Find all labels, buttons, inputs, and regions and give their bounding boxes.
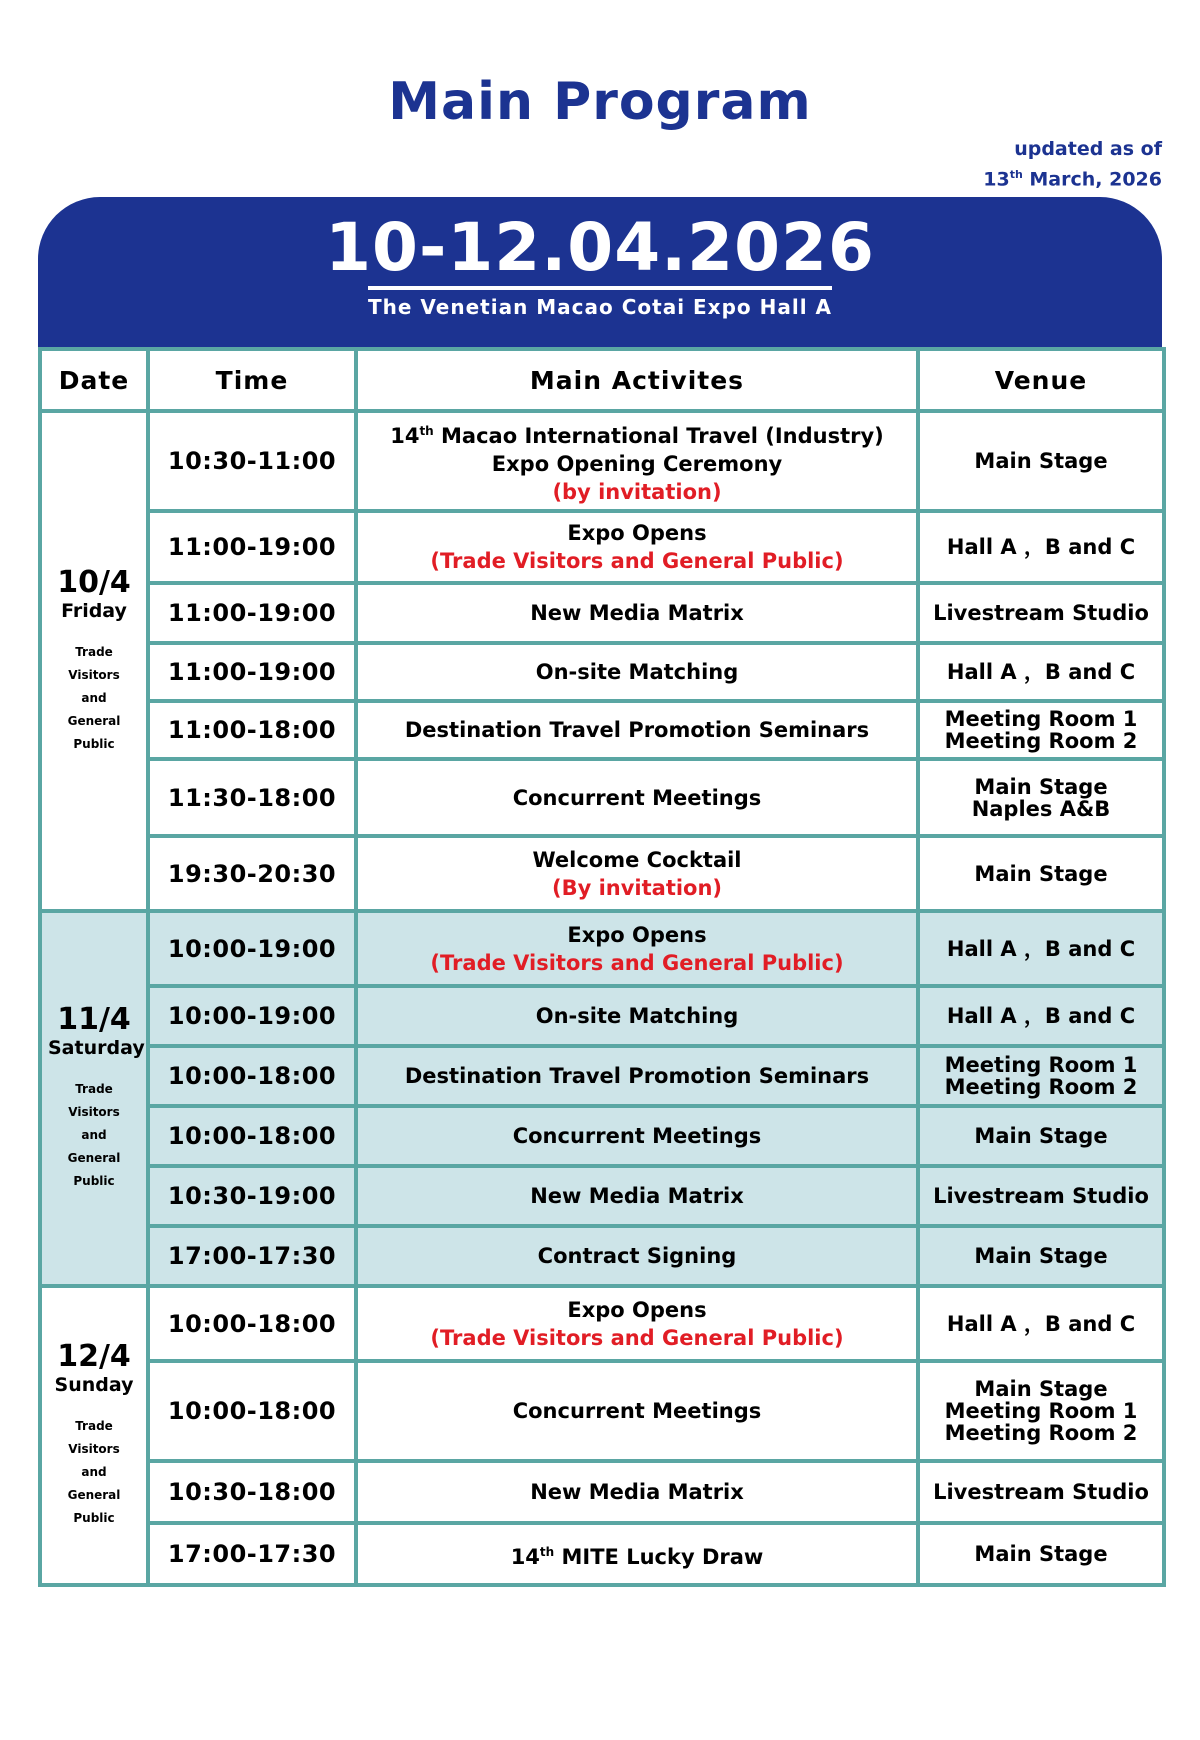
venue-cell: [918, 643, 1164, 701]
activity-line: [364, 921, 910, 949]
activity-cell: [356, 643, 918, 701]
activity-text: Concurrent Meetings: [512, 1124, 762, 1148]
activity-note: (Trade Visitors and General Public): [430, 1325, 844, 1350]
venue-cell: [918, 1461, 1164, 1523]
audience-line: and: [81, 1465, 107, 1479]
audience-line: and: [81, 1128, 107, 1142]
weekday: Saturday: [48, 1037, 145, 1059]
venue-line: Meeting Room 2: [944, 729, 1138, 753]
time-cell: 10:00-18:00: [148, 1046, 356, 1106]
activity-cell: [356, 986, 918, 1046]
activity-text: New Media Matrix: [530, 601, 744, 625]
table-row: [40, 511, 1164, 583]
activity-cell: [356, 911, 918, 986]
time-cell: 17:00-17:30: [148, 1226, 356, 1286]
activity-text: Expo Opens: [567, 922, 707, 947]
time-cell: 10:00-19:00: [148, 986, 356, 1046]
table-row: [40, 1523, 1164, 1585]
table-row: [40, 1286, 1164, 1361]
time-cell: 10:00-18:00: [148, 1286, 356, 1361]
table-row: [40, 701, 1164, 759]
activity-cell: [356, 1523, 918, 1585]
audience-line: General Public: [67, 713, 121, 751]
activity-line: [364, 716, 910, 744]
activity-cell: [356, 1046, 918, 1106]
venue-cell: [918, 759, 1164, 836]
time-cell: 11:00-19:00: [148, 511, 356, 583]
event-dates: 10-12.04.2026: [325, 209, 875, 286]
venue-cell: [918, 583, 1164, 643]
venue-line: Hall A ，B and C: [946, 1311, 1136, 1336]
time-cell: 11:30-18:00: [148, 759, 356, 836]
venue-line: Main Stage: [974, 861, 1108, 886]
time-cell: 10:00-18:00: [148, 1361, 356, 1461]
activity-text: MITE Lucky Draw: [554, 1544, 764, 1569]
table-header-row: [40, 349, 1164, 411]
time-cell: 11:00-19:00: [148, 583, 356, 643]
activity-line: [364, 519, 910, 547]
venue-line: Hall A ，B and C: [946, 936, 1136, 961]
table-row: [40, 911, 1164, 986]
audience-note: [48, 641, 140, 756]
activity-note: (by invitation): [552, 479, 722, 504]
audience-line: Trade Visitors: [68, 644, 120, 682]
activity-text: Expo Opens: [567, 521, 707, 545]
venue-line: Main Stage: [974, 1244, 1108, 1268]
audience-line: Trade Visitors: [68, 1082, 120, 1119]
audience-line: Trade Visitors: [68, 1419, 120, 1456]
activity-text: On-site Matching: [535, 1004, 739, 1028]
date-cell: [40, 411, 148, 911]
activity-text: Macao International Travel (Industry): [433, 423, 884, 448]
time-cell: 10:30-18:00: [148, 1461, 356, 1523]
activity-cell: [356, 1166, 918, 1226]
time-cell: 11:00-18:00: [148, 701, 356, 759]
audience-note: [48, 1415, 140, 1530]
table-row: [40, 986, 1164, 1046]
venue-cell: [918, 836, 1164, 911]
table-row: [40, 1361, 1164, 1461]
program-body: [40, 411, 1164, 1585]
audience-line: and: [81, 690, 107, 705]
activity-text: Destination Travel Promotion Seminars: [404, 1064, 870, 1088]
activity-text: New Media Matrix: [530, 1184, 744, 1208]
activity-line: [364, 1296, 910, 1324]
venue-line: Meeting Room 2: [944, 1421, 1138, 1445]
audience-line: General Public: [67, 1151, 121, 1188]
activity-cell: [356, 583, 918, 643]
time-cell: 19:30-20:30: [148, 836, 356, 911]
activity-line: [364, 1182, 910, 1210]
table-row: [40, 1226, 1164, 1286]
activity-line: [364, 1062, 910, 1090]
venue-cell: [918, 701, 1164, 759]
activity-note: (Trade Visitors and General Public): [430, 549, 844, 573]
audience-line: General Public: [67, 1488, 121, 1525]
activity-cell: [356, 1286, 918, 1361]
venue-line: Hall A ，B and C: [946, 660, 1136, 684]
time-cell: 11:00-19:00: [148, 643, 356, 701]
date-number: 11/4: [57, 1002, 131, 1037]
activity-line: [364, 784, 910, 812]
activity-text: Expo Opens: [567, 1297, 707, 1322]
activity-note: (Trade Visitors and General Public): [430, 950, 844, 975]
ordinal-suffix: th: [539, 1544, 555, 1559]
venue-cell: [918, 911, 1164, 986]
table-row: [40, 1046, 1164, 1106]
venue-line: Main Stage: [974, 1124, 1108, 1148]
date-number: 10/4: [57, 564, 131, 600]
ordinal-suffix: th: [419, 423, 434, 438]
activity-cell: [356, 759, 918, 836]
activity-line: [364, 599, 910, 627]
activity-line: [364, 1242, 910, 1270]
table-row: [40, 411, 1164, 511]
activity-line: [364, 450, 910, 478]
page-title: Main Program: [388, 72, 812, 132]
venue-cell: [918, 1361, 1164, 1461]
venue-cell: [918, 986, 1164, 1046]
table-row: [40, 836, 1164, 911]
venue-line: Hall A ，B and C: [946, 1004, 1136, 1028]
venue-line: Meeting Room 2: [944, 1075, 1138, 1099]
activity-text: On-site Matching: [535, 660, 739, 684]
venue-line: Hall A ，B and C: [946, 535, 1136, 559]
date-cell: [40, 1286, 148, 1585]
activity-line: [364, 1002, 910, 1030]
event-venue: The Venetian Macao Cotai Expo Hall A: [368, 295, 832, 319]
activity-cell: [356, 836, 918, 911]
time-cell: 10:30-11:00: [148, 411, 356, 511]
venue-cell: [918, 1046, 1164, 1106]
date-number: 12/4: [57, 1339, 131, 1374]
column-header-date: Date: [40, 349, 148, 411]
activity-cell: [356, 511, 918, 583]
weekday: Sunday: [54, 1374, 134, 1396]
venue-cell: [918, 1286, 1164, 1361]
audience-note: [48, 1078, 140, 1193]
venue-cell: [918, 511, 1164, 583]
updated-date: 13th March, 2026: [983, 168, 1162, 191]
table-row: [40, 583, 1164, 643]
ordinal-number: 14: [510, 1544, 540, 1569]
activity-cell: [356, 1226, 918, 1286]
venue-line: Meeting Room 1: [944, 1053, 1138, 1077]
column-header-activities: Main Activites: [356, 349, 918, 411]
activity-cell: [356, 1361, 918, 1461]
venue-line: Meeting Room 1: [944, 1399, 1138, 1423]
activity-text: Concurrent Meetings: [512, 785, 762, 810]
venue-line: Naples A&B: [971, 796, 1111, 821]
activity-cell: [356, 1461, 918, 1523]
venue-cell: [918, 1226, 1164, 1286]
activity-line: [364, 1538, 910, 1571]
activity-line: [364, 658, 910, 686]
updated-note: [983, 136, 1162, 192]
activity-text: Contract Signing: [537, 1244, 737, 1268]
venue-line: Main Stage: [974, 449, 1108, 473]
venue-line: Livestream Studio: [933, 601, 1149, 625]
venue-cell: [918, 1166, 1164, 1226]
time-cell: 10:30-19:00: [148, 1166, 356, 1226]
activity-cell: [356, 701, 918, 759]
venue-line: Livestream Studio: [933, 1184, 1149, 1208]
activity-text: New Media Matrix: [530, 1480, 744, 1504]
time-cell: 17:00-17:30: [148, 1523, 356, 1585]
activity-text: Expo Opening Ceremony: [491, 451, 783, 476]
column-header-time: Time: [148, 349, 356, 411]
venue-cell: [918, 411, 1164, 511]
event-banner: [38, 197, 1162, 347]
column-header-venue: Venue: [918, 349, 1164, 411]
table-row: [40, 1106, 1164, 1166]
time-cell: 10:00-18:00: [148, 1106, 356, 1166]
activity-text: Concurrent Meetings: [512, 1399, 762, 1423]
venue-line: Meeting Room 1: [944, 707, 1138, 731]
activity-line: [364, 846, 910, 874]
updated-label: updated as of: [1014, 138, 1162, 160]
venue-line: Main Stage: [974, 774, 1108, 799]
table-row: [40, 643, 1164, 701]
venue-line: Main Stage: [974, 1542, 1108, 1566]
table-row: [40, 1461, 1164, 1523]
activity-text: Welcome Cocktail: [532, 847, 742, 872]
activity-line: [364, 417, 910, 450]
ordinal-number: 14: [390, 423, 420, 448]
activity-line: [364, 1478, 910, 1506]
activity-cell: [356, 411, 918, 511]
activity-line: [364, 1397, 910, 1425]
activity-cell: [356, 1106, 918, 1166]
venue-cell: [918, 1523, 1164, 1585]
venue-line: Main Stage: [974, 1377, 1108, 1401]
activity-line: [364, 1122, 910, 1150]
activity-note: (By invitation): [551, 875, 723, 900]
venue-cell: [918, 1106, 1164, 1166]
time-cell: 10:00-19:00: [148, 911, 356, 986]
program-table: [38, 347, 1166, 1587]
weekday: Friday: [61, 599, 127, 622]
activity-text: Destination Travel Promotion Seminars: [404, 718, 870, 742]
table-row: [40, 759, 1164, 836]
table-row: [40, 1166, 1164, 1226]
date-cell: [40, 911, 148, 1286]
banner-divider: [368, 286, 832, 290]
venue-line: Livestream Studio: [933, 1480, 1149, 1504]
